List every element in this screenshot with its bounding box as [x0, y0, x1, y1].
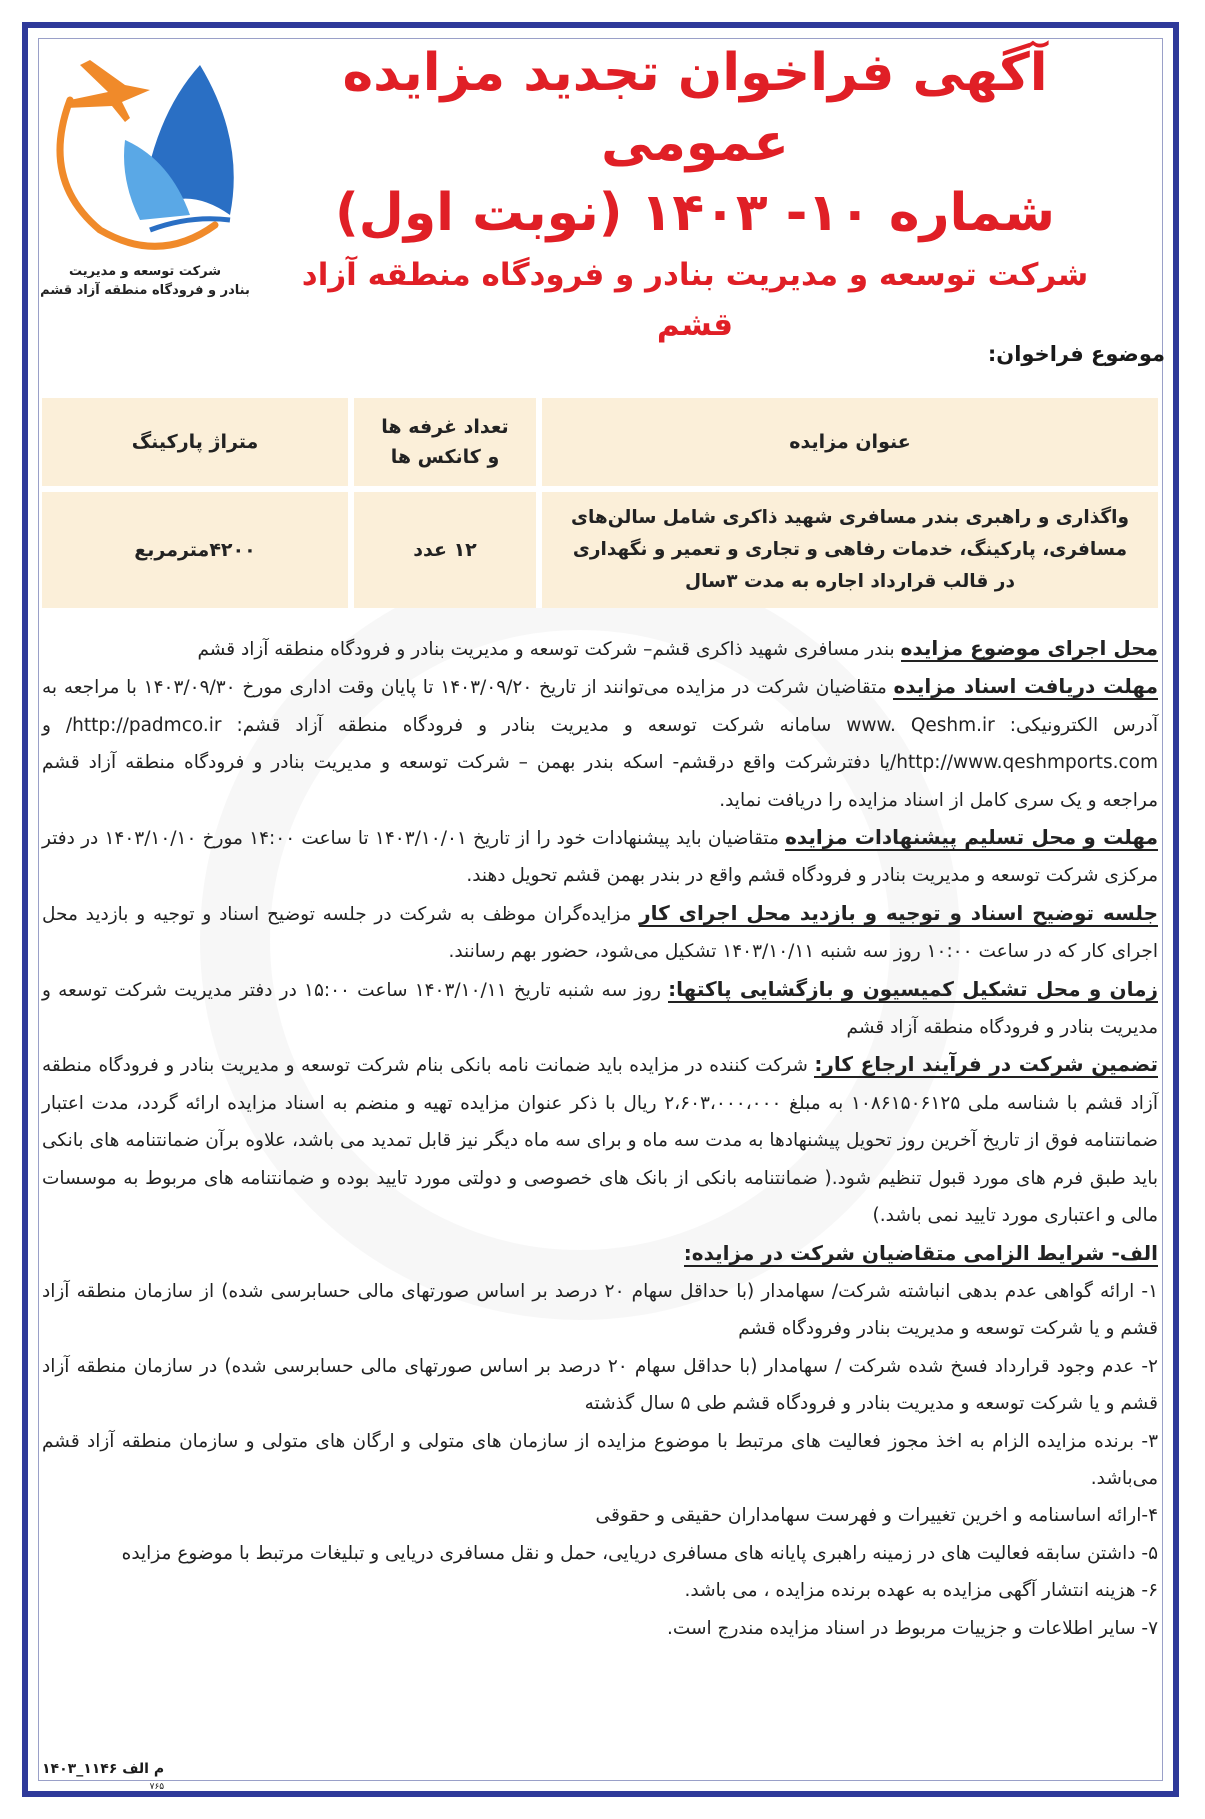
footer-code-text: م الف ۱۱۴۶_۱۴۰۳ [42, 1761, 165, 1777]
section-text: روز سه شنبه تاریخ ۱۴۰۳/۱۰/۱۱ ساعت ۱۵:۰۰ در دفتر مدیریت شرکت توسعه و مدیریت بنادر و فرودگاه منطقه آزاد قشم [42, 979, 1158, 1039]
condition-item: ۶- هزینه انتشار آگهی مزایده به عهده برنده مزایده ، می باشد. [684, 1580, 1158, 1602]
title-line2: شماره ۱۰- ۱۴۰۳ (نوبت اول) [334, 183, 1056, 243]
subject-label: موضوع فراخوان: [987, 342, 1165, 366]
section-heading: زمان و محل تشکیل کمیسیون و بازگشایی پاکتها: [668, 976, 1158, 1001]
table-header-parking: متراژ پارکینگ [131, 431, 259, 453]
conditions-heading-text: الف- شرایط الزامی متقاضیان شرکت در مزایده: [683, 1240, 1158, 1265]
condition-item: ۲- عدم وجود قرارداد فسخ شده شرکت / سهامدار (با حداقل سهام ۲۰ درصد بر اساس صورتهای مالی حسابرسی شده) در سازمان منطقه آزاد قشم و یا شرکت توسعه و مدیریت بنادر و فرودگاه قشم طی ۵ سال گذشته [42, 1355, 1158, 1415]
footer-code [42, 1760, 164, 1796]
table-divider [42, 486, 1158, 492]
company-logo [30, 30, 260, 300]
section-commission [42, 971, 1158, 1047]
section-heading: مهلت دریافت اسناد مزایده [893, 674, 1158, 699]
section-location [42, 630, 1158, 668]
section-heading: محل اجرای موضوع مزایده [900, 636, 1158, 660]
table-divider [536, 398, 542, 608]
logo-sail-icon [30, 30, 260, 260]
auction-table [42, 398, 1158, 608]
table-cell-booths: ۱۲ عدد [413, 539, 477, 561]
logo-text [30, 262, 260, 300]
table-cell-title: واگذاری و راهبری بندر مسافری شهید ذاکری شامل سالن‌های مسافری، پارکینگ، خدمات رفاهی و تجاری و تعمیر و نگهداری در قالب قرارداد اجاره به مدت ۳سال [571, 507, 1129, 592]
logo-text-line2: بنادر و فرودگاه منطقه آزاد قشم [40, 283, 250, 298]
section-text: متقاضیان باید پیشنهادات خود را از تاریخ ۱۴۰۳/۱۰/۰۱ تا ساعت ۱۴:۰۰ مورخ ۱۴۰۳/۱۰/۱۰ در دفتر مرکزی شرکت توسعه و مدیریت بنادر و فرودگاه قشم واقع در بندر بهمن قشم تحویل دهند. [42, 828, 1158, 887]
section-submission [42, 819, 1158, 895]
table-header-title: عنوان مزایده [789, 431, 911, 453]
conditions-heading [42, 1235, 1158, 1273]
condition-item: ۷- سایر اطلاعات و جزییات مربوط در اسناد مزایده مندرج است. [666, 1617, 1158, 1639]
footer-small-number: ۷۶۵ [149, 1782, 165, 1792]
section-text: مزایده‌گران موظف به شرکت در جلسه توضیح اسناد و توجیه و بازدید محل اجرای کار که در ساعت ۱۰:۰۰ روز سه شنبه ۱۴۰۳/۱۰/۱۱ تشکیل می‌شود، حضور بهم رسانند. [42, 903, 1158, 963]
condition-item: ۵- داشتن سابقه فعالیت های در زمینه راهبری پایانه های مسافری دریایی، حمل و نقل مسافری دریایی و تبلیغات مرتبط با موضوع مزایده [121, 1542, 1158, 1564]
table-divider [348, 398, 354, 608]
condition-item: ۳- برنده مزایده الزام به اخذ مجوز فعالیت های مرتبط با موضوع مزایده از سازمان های متولی و ارگان های متولی و سازمان منطقه آزاد قشم می‌باشد. [42, 1430, 1158, 1489]
section-text: شرکت کننده در مزایده باید ضمانت نامه بانکی بنام شرکت توسعه و مدیریت بنادر و فرودگاه منطقه آزاد قشم با شناسه ملی ۱۰۸۶۱۵۰۶۱۲۵ به مبلغ ۲،۶۰۳،۰۰۰،۰۰۰ ریال با ذکر عنوان مزایده تهیه و منضم به اسناد مزایده ارائه گردد، مدت اعتبار ضمانتنامه فوق از تاریخ آخرین روز تحویل پیشنهادها به مدت سه ماه و برای سه ماه دیگر نیز قابل تمدید می باشد، علاوه برآن ضمانتنامه های بانکی باید طبق فرم های مورد قبول تنظیم شود.( ضمانتنامه بانکی از بانک های خصوصی و دولتی مورد تایید بوده و ضمانتنامه های مربوط به موسسات مالی و اعتباری مورد تایید نمی باشد.) [42, 1055, 1158, 1227]
section-text: متقاضیان شرکت در مزایده می‌توانند از تاریخ ۱۴۰۳/۰۹/۲۰ تا پایان وقت اداری مورخ ۱۴۰۳/۰۹/۳۰ با مراجعه به آدرس الکترونیکی: www. Qeshm.ir سامانه شرکت توسعه و مدیریت بنادر و فرودگاه منطقه آزاد قشم: http://padmco.ir/ و http://www.qeshmports.com/یا دفترشرکت واقع درقشم- اسکه بندر بهمن – شرکت توسعه و مدیریت بنادر و فرودگاه منطقه آزاد قشم مراجعه و یک سری کامل از اسناد مزایده را دریافت نماید. [42, 677, 1158, 811]
body-text [42, 630, 1158, 1647]
logo-text-line1: شرکت توسعه و مدیریت [68, 264, 222, 279]
section-heading: تضمین شرکت در فرآیند ارجاع کار: [814, 1052, 1158, 1077]
table-header-booths: تعداد غرفه ها و کانکس ها [381, 416, 509, 468]
condition-item: ۴-ارائه اساسنامه و اخرین تغییرات و فهرست سهامداران حقیقی و حقوقی [595, 1505, 1158, 1527]
section-briefing [42, 895, 1158, 971]
section-guarantee [42, 1046, 1158, 1234]
section-heading: مهلت و محل تسلیم پیشنهادات مزایده [785, 825, 1159, 850]
title-company: شرکت توسعه و مدیریت بنادر و فرودگاه منطقه آزاد قشم [301, 257, 1089, 343]
condition-item: ۱- ارائه گواهی عدم بدهی انباشته شرکت/ سهامدار (با حداقل سهام ۲۰ درصد بر اساس صورتهای مالی حسابرسی شده) از سازمان منطقه آزاد قشم و یا شرکت توسعه و مدیریت بنادر وفرودگاه قشم [42, 1280, 1158, 1340]
table-cell-parking: ۴۲۰۰مترمربع [134, 539, 256, 561]
title-block [280, 38, 1110, 350]
title-line1: آگهی فراخوان تجدید مزایده عمومی [342, 43, 1048, 173]
section-text: بندر مسافری شهید ذاکری قشم– شرکت توسعه و مدیریت بنادر و فرودگاه منطقه آزاد قشم [197, 639, 901, 660]
section-doc-deadline [42, 668, 1158, 819]
section-heading: جلسه توضیح اسناد و توجیه و بازدید محل اجرای کار [639, 900, 1158, 925]
